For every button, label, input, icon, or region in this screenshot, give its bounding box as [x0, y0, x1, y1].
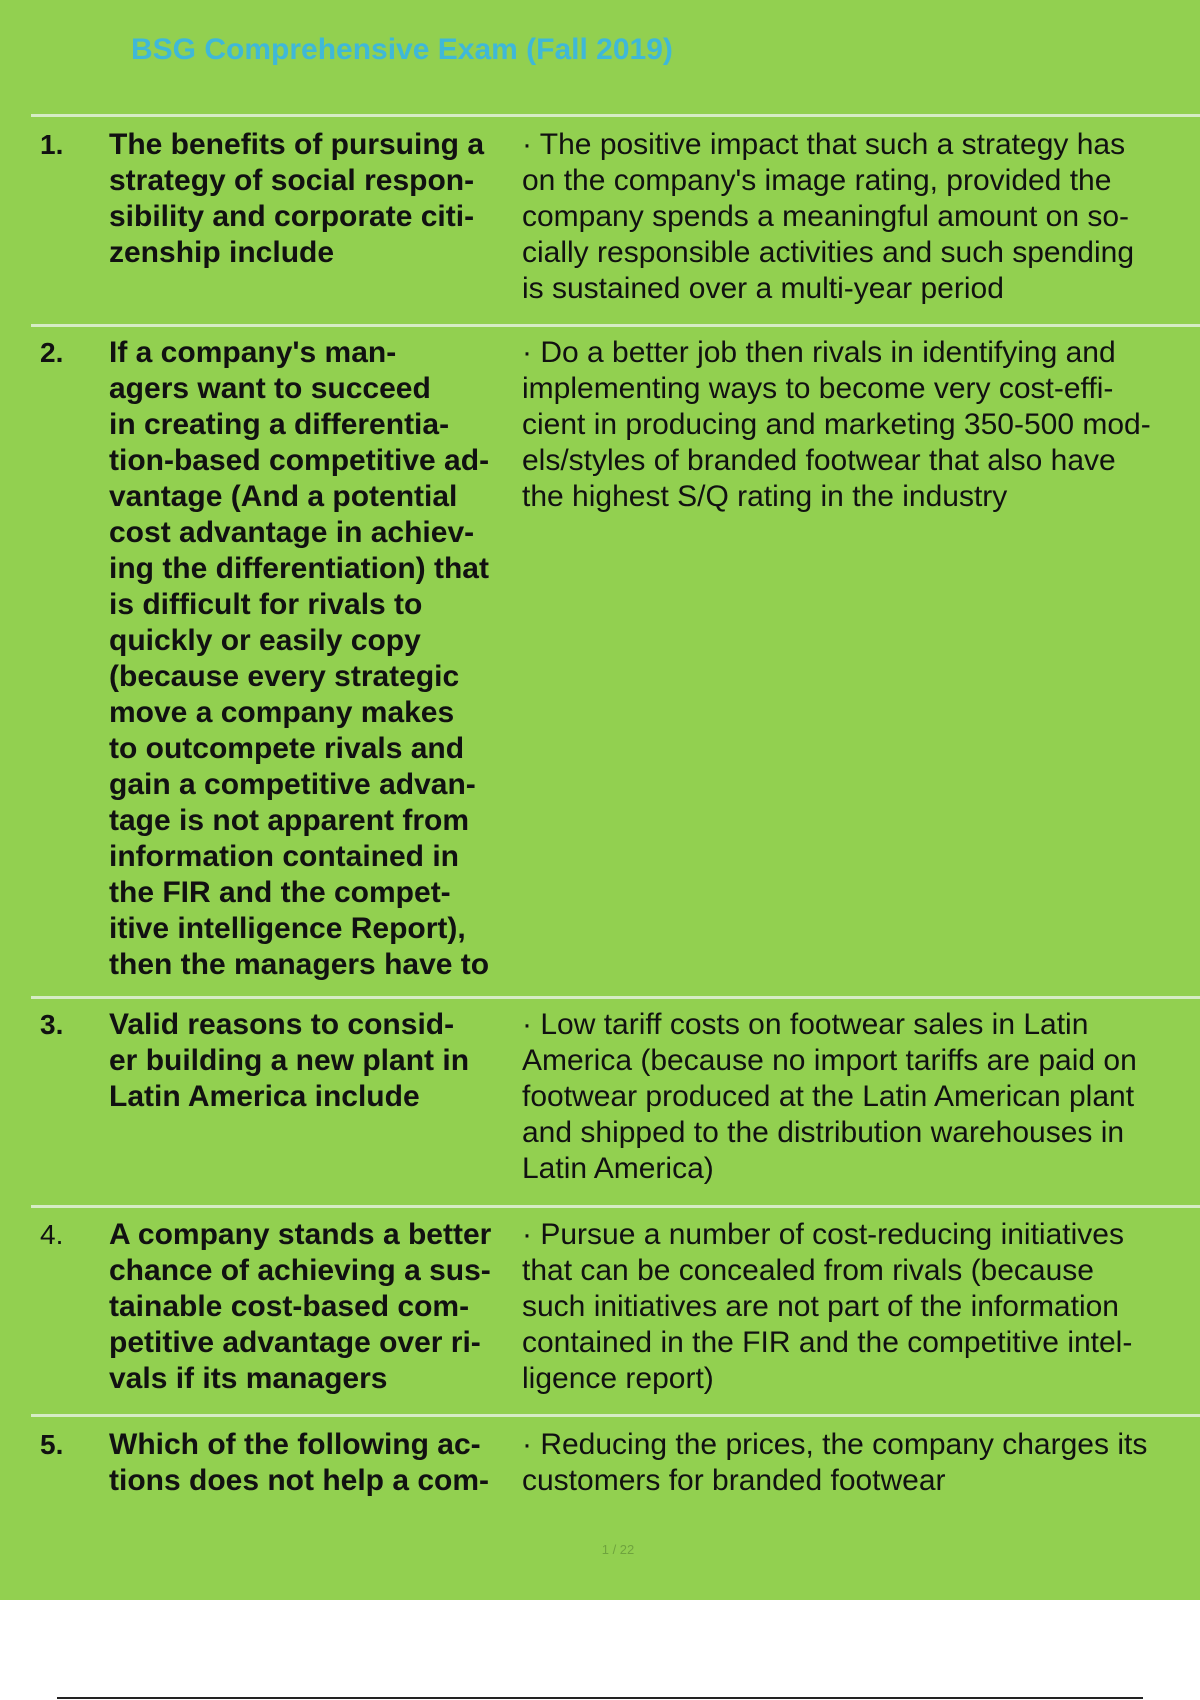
card-number: 2. [40, 337, 64, 368]
divider [31, 996, 1200, 999]
card-number: 5. [40, 1429, 64, 1460]
divider [31, 1414, 1200, 1417]
card-number: 1. [40, 129, 64, 160]
card-term: A company stands a better chance of achieving a sus- tainable cost-based com- petitive advantage over ri- vals if its managers [109, 1218, 492, 1395]
card-number: 4. [40, 1219, 64, 1250]
card-definition: · Low tariff costs on footwear sales in Latin America (because no import tariffs are paid on footwear produced at the Latin American plant and shipped to the distribution warehouses in Latin America) [522, 1008, 1137, 1185]
card-term: The benefits of pursuing a strategy of social respon- sibility and corporate citi- zenship include [109, 128, 485, 269]
divider [31, 324, 1200, 327]
card-term: Which of the following ac- tions does not help a com- [109, 1428, 490, 1497]
divider [31, 1205, 1200, 1208]
card-definition: · Do a better job then rivals in identifying and implementing ways to become very cost-effi- cient in producing and marketing 350-500 mod- els/styles of branded footwear that also have the highest S/Q rating in the industry [522, 336, 1151, 513]
footer-rule [57, 1697, 1143, 1699]
card-definition: · Reducing the prices, the company charges its customers for branded footwear [522, 1428, 1148, 1497]
card-definition: · Pursue a number of cost-reducing initiatives that can be concealed from rivals (because such initiatives are not part of the information contained in the FIR and the competitive intel- ligence report) [522, 1218, 1133, 1395]
card-definition: · The positive impact that such a strategy has on the company's image rating, provided the company spends a meaningful amount on so- cially responsible activities and such spending is sustained over a multi-year period [522, 128, 1135, 305]
card-term: If a company's man- agers want to succeed in creating a differentia- tion-based competitive ad- vantage (And a potential cost advantage in achiev- ing the differentiation) that is difficult for rivals to quickly or easily copy (because every strategic move a company makes to outcompete rivals and gain a competitive advan- tage is not apparent from information contained in the FIR and the compet- itive intelligence Report), then the managers have to [109, 336, 490, 981]
card-number: 3. [40, 1009, 64, 1040]
card-term: Valid reasons to consid- er building a new plant in Latin America include [109, 1008, 470, 1113]
document-title: BSG Comprehensive Exam (Fall 2019) [131, 33, 673, 66]
divider [31, 114, 1200, 117]
page-indicator: 1 / 22 [601, 1542, 635, 1557]
